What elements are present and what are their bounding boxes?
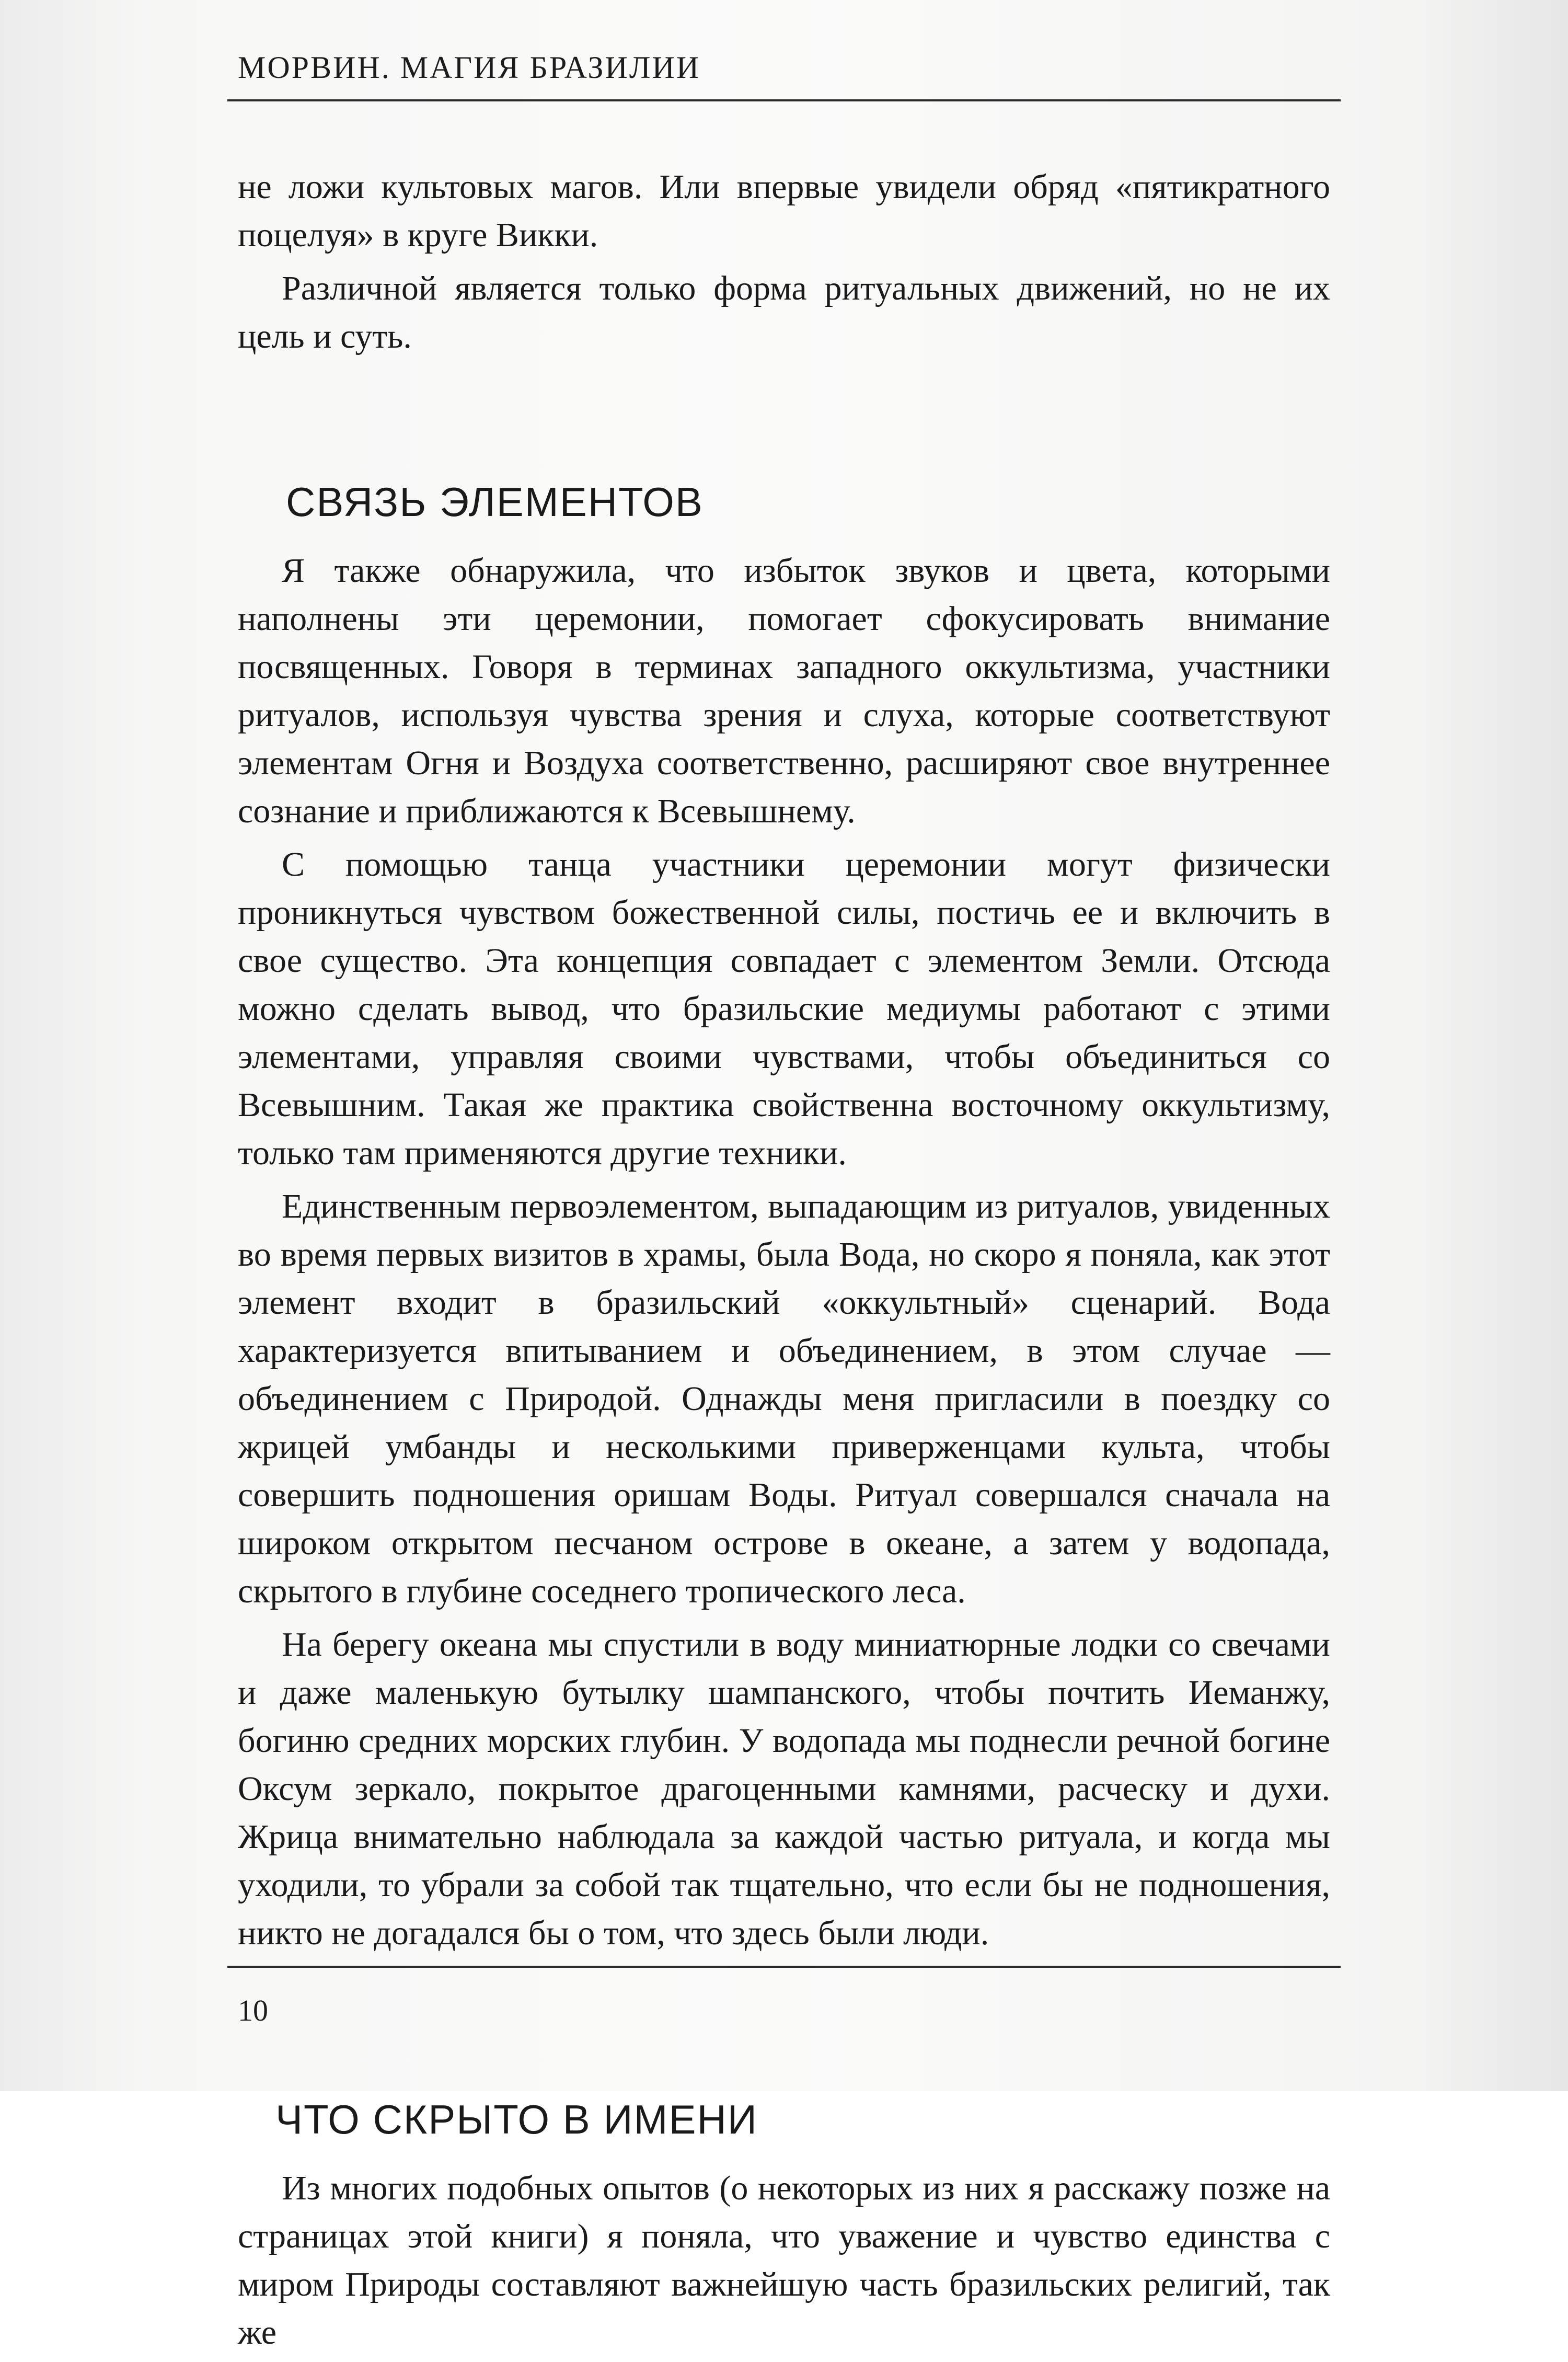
page-body [238, 163, 1330, 2362]
paragraph: не ложи культовых магов. Или впервые увидели обряд «пятикратного поцелуя» в круге Викки. [238, 168, 1330, 254]
running-head: МОРВИН. МАГИЯ БРАЗИЛИИ [238, 50, 701, 85]
section-heading: ЧТО СКРЫТО В ИМЕНИ [275, 2096, 758, 2142]
footer-rule [227, 1966, 1341, 1968]
paragraph: Я также обнаружила, что избыток звуков и цвета, которыми наполнены эти церемонии, помогает сфокусировать внимание посвященных. Говоря в терминах западного оккультизма, участники ритуалов, используя чувства зрения и слуха, которые соответствуют элементам Огня и Воздуха соответственно, расширяют свое внутреннее сознание и приближаются к Всевышнему. [238, 552, 1330, 830]
paragraph: Различной является только форма ритуальных движений, но не их цель и суть. [238, 269, 1330, 356]
paragraph: На берегу океана мы спустили в воду миниатюрные лодки со свечами и даже маленькую бутылку шампанского, чтобы почтить Иеманжу, богиню средних морских глубин. У водопада мы поднесли речной богине Оксум зеркало, покрытое драгоценными камнями, расческу и духи. Жрица внимательно наблюдала за каждой частью ритуала, и когда мы уходили, то убрали за собой так тщательно, что если бы не подношения, никто не догадался бы о том, что здесь были люди. [238, 1625, 1330, 1952]
header-rule [227, 99, 1341, 101]
paragraph: Единственным первоэлементом, выпадающим из ритуалов, увиденных во время первых визитов в храмы, была Вода, но скоро я поняла, как этот элемент входит в бразильский «оккультный» сценарий. Вода характеризуется впитыванием и объединением, в этом случае — объединением с Природой. Однажды меня пригласили в поездку со жрицей умбанды и несколькими приверженцами культа, чтобы совершить подношения оришам Воды. Ритуал совершался сначала на широком открытом песчаном острове в океане, а затем у водопада, скрытого в глубине соседнего тропического леса. [238, 1187, 1330, 1610]
paragraph: Из многих подобных опытов (о некоторых из них я расскажу позже на страницах этой книги) я поняла, что уважение и чувство единства с миром Природы составляют важнейшую часть бразильских религий, так же [238, 2169, 1330, 2352]
paragraph: С помощью танца участники церемонии могут физически проникнуться чувством божественной силы, постичь ее и включить в свое существо. Эта концепция совпадает с элементом Земли. Отсюда можно сделать вывод, что бразильские медиумы работают с этими элементами, управляя своими чувствами, чтобы объединиться со Всевышним. Такая же практика свойственна восточному оккультизму, только там применяются другие техники. [238, 845, 1330, 1172]
section-heading: СВЯЗЬ ЭЛЕМЕНТОВ [286, 479, 704, 525]
page-number: 10 [238, 1993, 268, 2027]
